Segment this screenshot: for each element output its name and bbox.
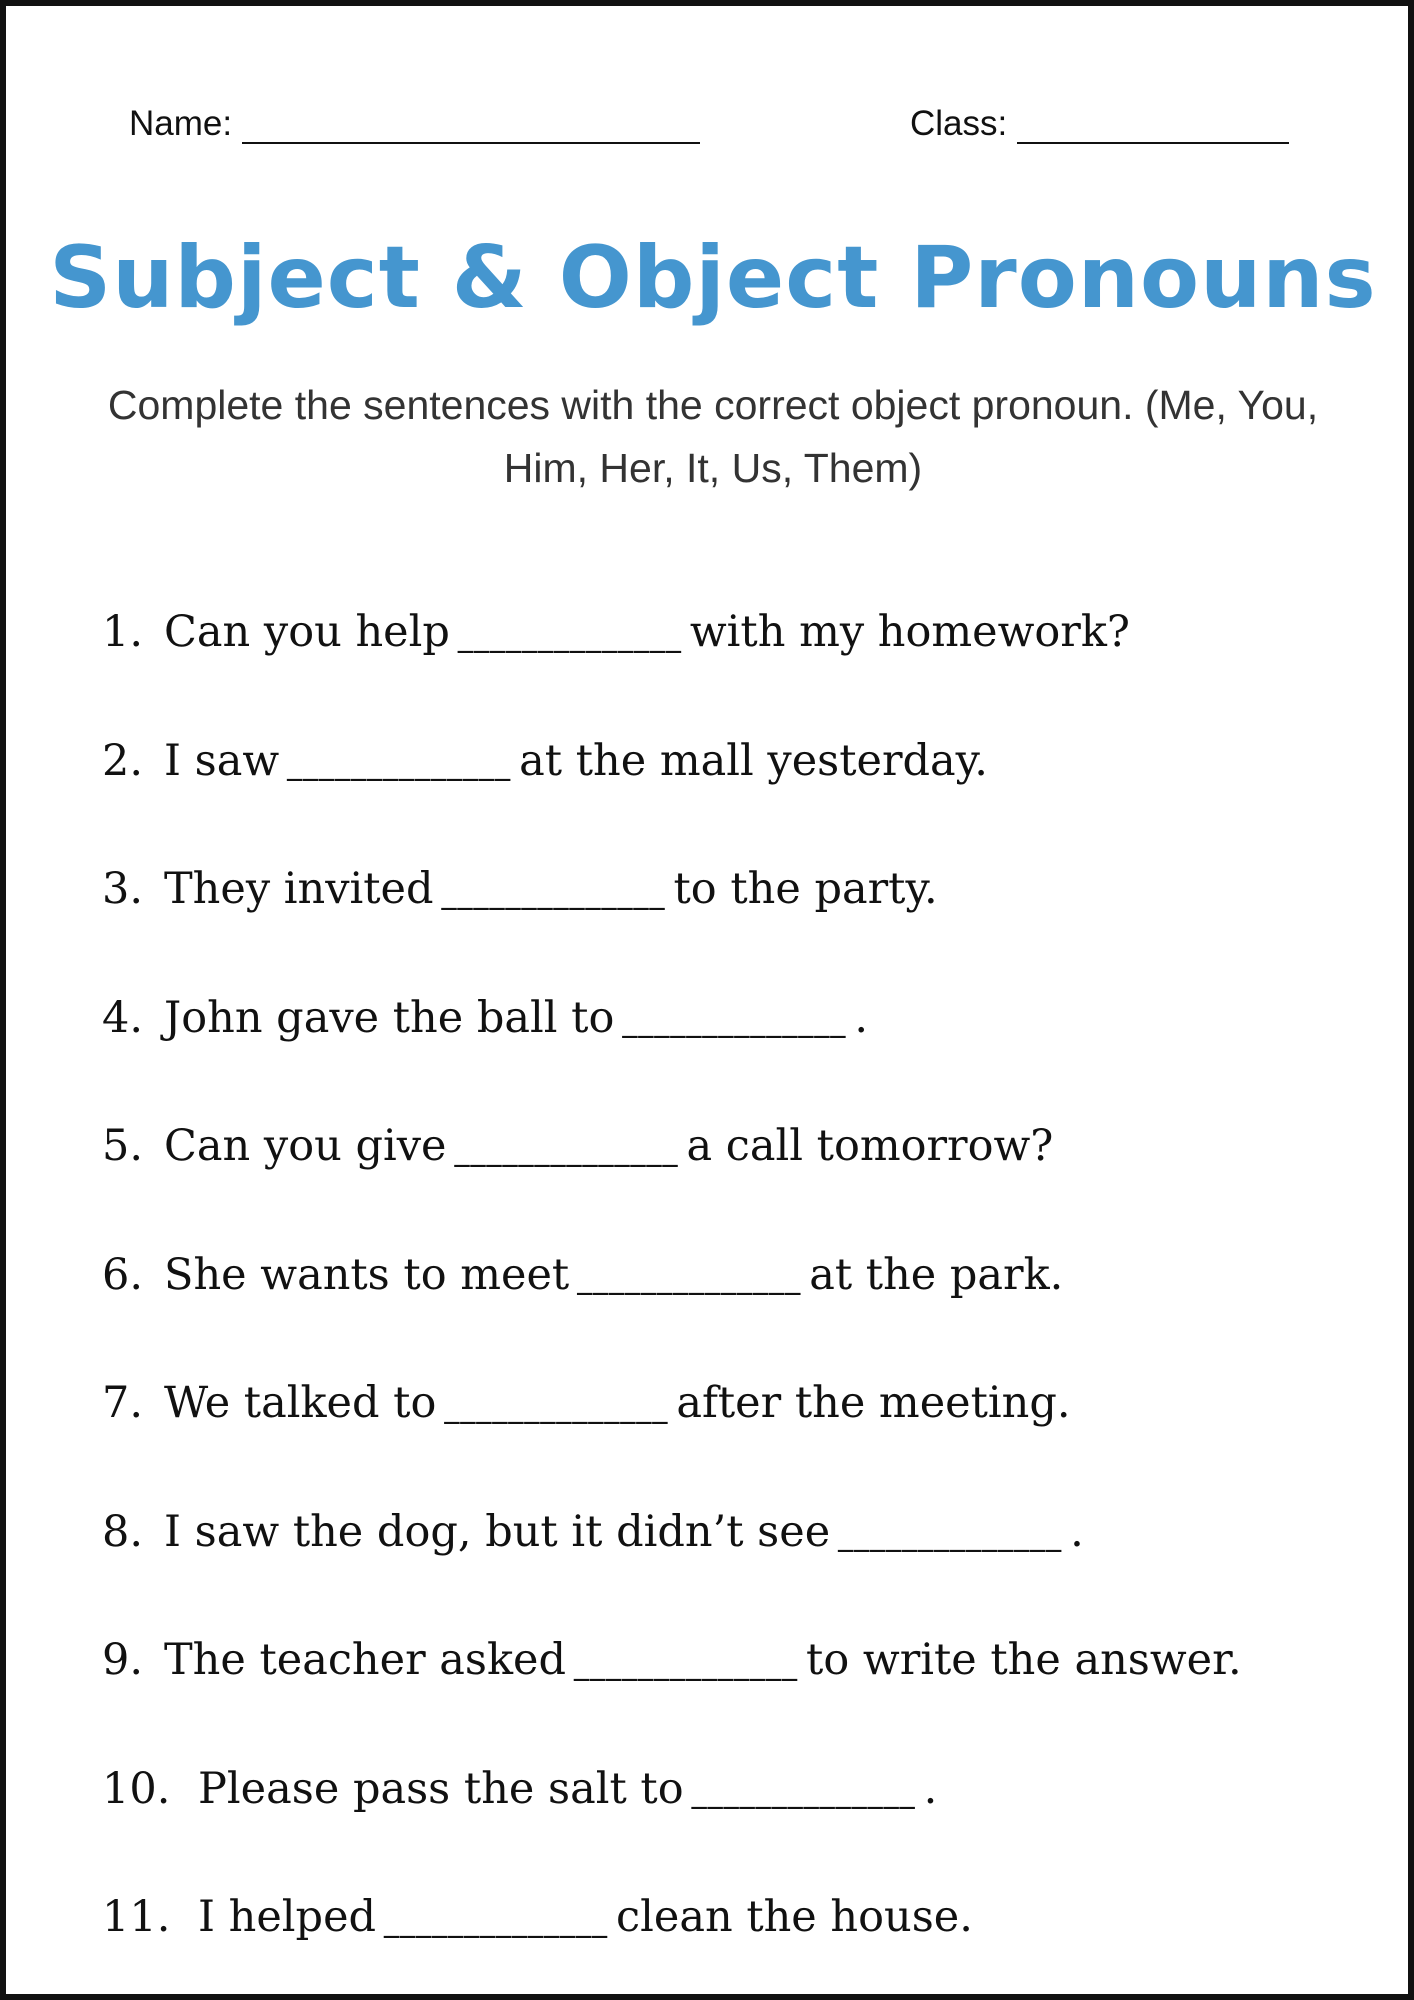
question-item (102, 954, 1352, 1083)
question-text-before: I helped (198, 1892, 377, 1943)
name-field (129, 102, 700, 144)
question-number: 3. (102, 864, 144, 915)
answer-blank[interactable]: ______________ (287, 747, 512, 783)
question-text-after: to the party. (673, 864, 938, 915)
name-input-line[interactable] (242, 102, 700, 144)
question-number: 5. (102, 1121, 144, 1172)
answer-blank[interactable]: ______________ (838, 1518, 1063, 1554)
answer-blank[interactable]: ______________ (444, 1389, 669, 1425)
question-number: 1. (102, 607, 144, 658)
question-item (102, 1853, 1352, 1982)
question-text-after: . (854, 992, 869, 1043)
answer-blank[interactable]: ______________ (691, 1775, 916, 1811)
question-text-after: . (923, 1763, 938, 1814)
answer-blank[interactable]: ______________ (441, 875, 666, 911)
question-item (102, 1596, 1352, 1725)
question-item (102, 1082, 1352, 1211)
question-text-after: clean the house. (616, 1892, 973, 1943)
question-number: 4. (102, 992, 144, 1043)
question-text-after: . (1070, 1506, 1084, 1557)
question-list (102, 568, 1352, 1982)
question-text-before: Please pass the salt to (198, 1763, 684, 1814)
name-label: Name: (129, 104, 233, 143)
instructions-text: Complete the sentences with the correct object pronoun. (Me, You, Him, Her, It, Us, Them) (107, 382, 1319, 491)
question-text-after: a call tomorrow? (686, 1121, 1054, 1172)
answer-blank[interactable]: ______________ (622, 1004, 847, 1040)
question-text-after: after the meeting. (676, 1378, 1071, 1429)
question-item (102, 825, 1352, 954)
answer-blank[interactable]: ______________ (574, 1646, 799, 1682)
question-item (102, 1725, 1352, 1854)
question-item (102, 1468, 1352, 1597)
question-text-before: I saw (164, 735, 280, 786)
answer-blank[interactable]: ______________ (577, 1261, 802, 1297)
class-field (910, 102, 1289, 144)
question-text-after: to write the answer. (806, 1635, 1242, 1686)
answer-blank[interactable]: ______________ (384, 1903, 609, 1939)
answer-blank[interactable]: ______________ (454, 1132, 679, 1168)
question-text-before: I saw the dog, but it didn’t see (164, 1506, 831, 1557)
class-label: Class: (910, 104, 1008, 143)
question-text-before: Can you give (164, 1121, 447, 1172)
question-number: 7. (102, 1378, 144, 1429)
question-item (102, 1339, 1352, 1468)
question-item (102, 568, 1352, 697)
question-text-before: The teacher asked (164, 1635, 567, 1686)
question-number: 10. (102, 1763, 171, 1814)
question-text-before: We talked to (164, 1378, 437, 1429)
question-text-after: at the mall yesterday. (519, 735, 988, 786)
question-number: 2. (102, 735, 144, 786)
worksheet-title: Subject & Object Pronouns (49, 228, 1377, 328)
question-number: 8. (102, 1506, 144, 1557)
question-number: 11. (102, 1892, 171, 1943)
class-input-line[interactable] (1017, 102, 1289, 144)
question-text-before: They invited (164, 864, 434, 915)
question-number: 9. (102, 1635, 144, 1686)
question-text-before: Can you help (164, 607, 450, 658)
answer-blank[interactable]: ______________ (457, 618, 682, 654)
question-number: 6. (102, 1249, 144, 1300)
question-text-before: John gave the ball to (164, 992, 615, 1043)
question-text-after: at the park. (809, 1249, 1064, 1300)
question-item (102, 1211, 1352, 1340)
question-text-before: She wants to meet (164, 1249, 570, 1300)
question-text-after: with my homework? (689, 607, 1130, 658)
question-item (102, 697, 1352, 826)
